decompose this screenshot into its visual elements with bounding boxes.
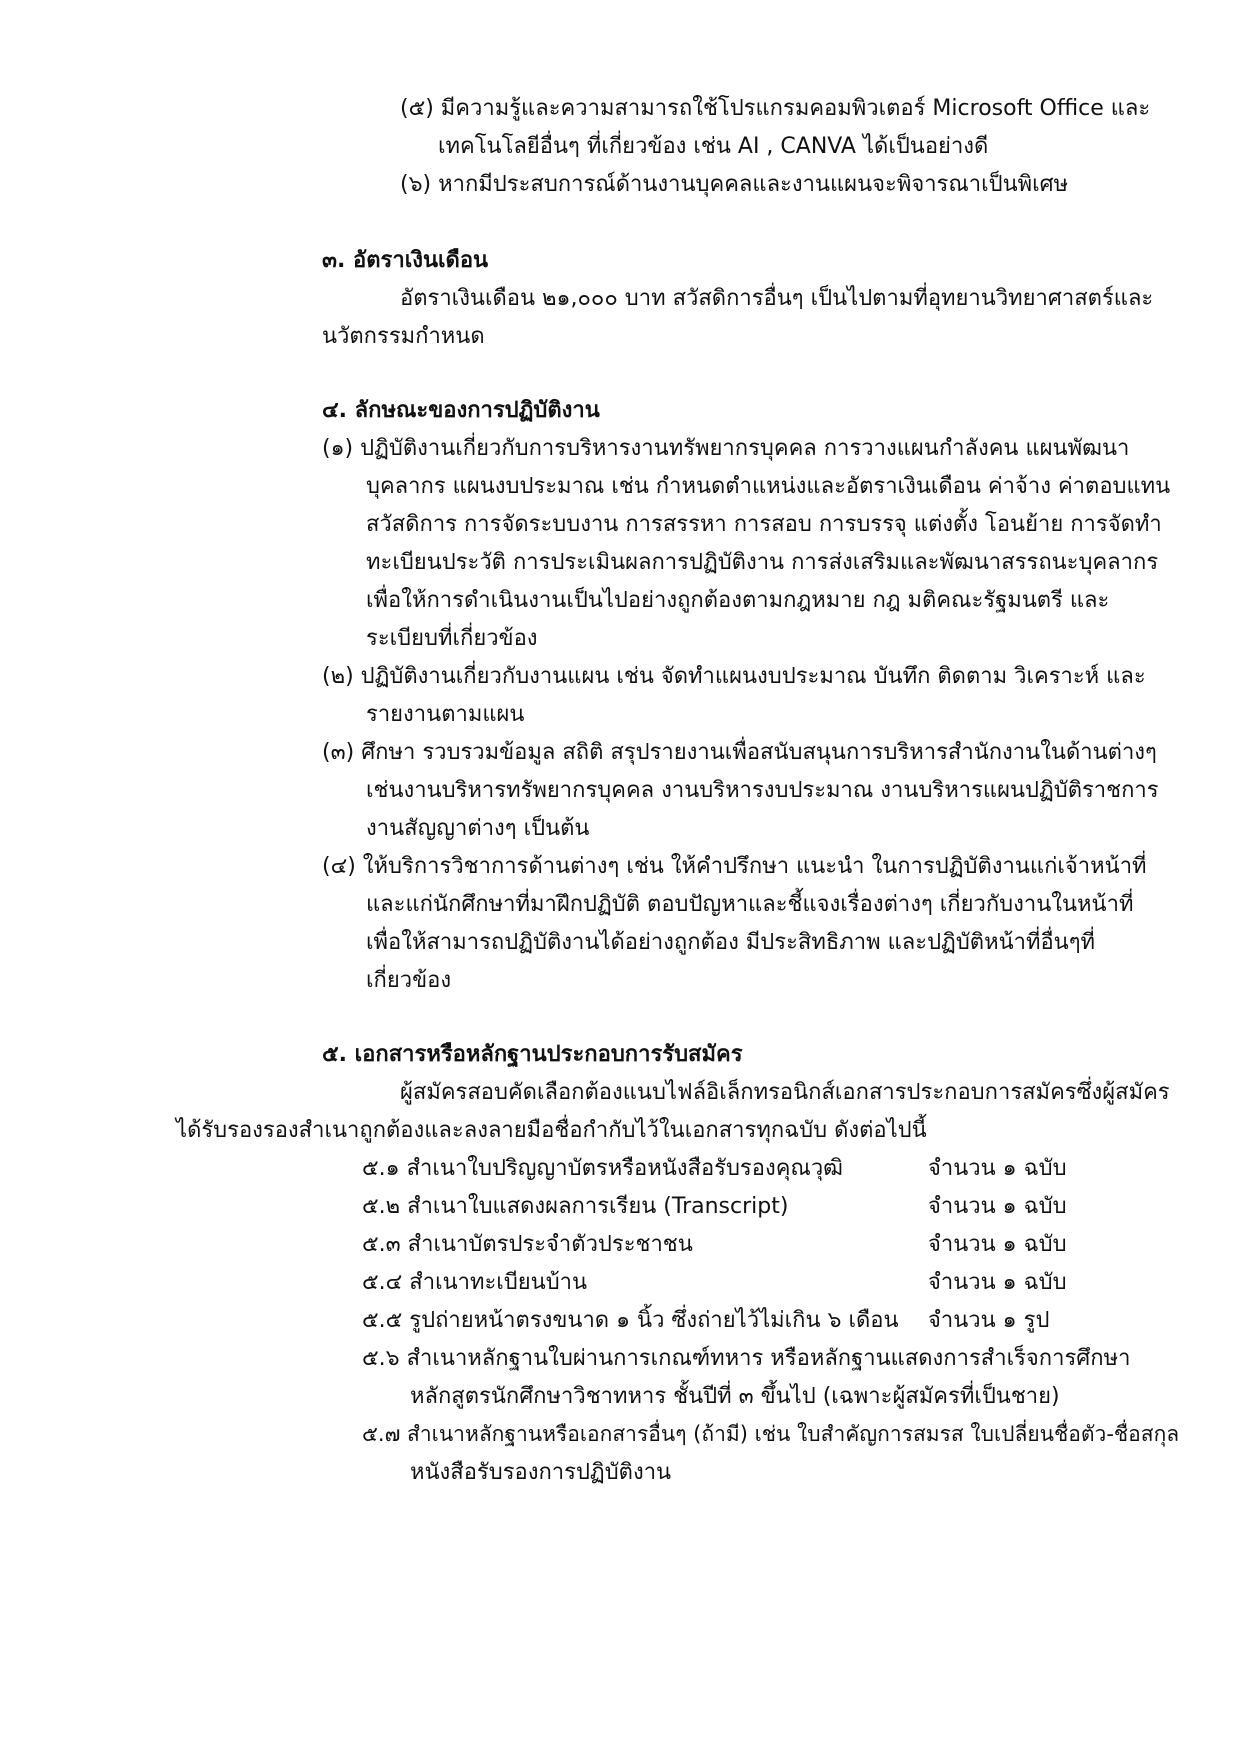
document-item-6-line-1: ๕.๖ สำเนาหลักฐานใบผ่านการเกณฑ์ทหาร หรือหลักฐานแสดงการสำเร็จการศึกษา [362, 1346, 1131, 1371]
section-3-heading: ๓. อัตราเงินเดือน [322, 248, 489, 273]
document-item-qty: จำนวน ๑ ฉบับ [928, 1270, 1067, 1295]
duty-line: งานสัญญาต่างๆ เป็นต้น [366, 816, 590, 841]
duty-line: (๔) ให้บริการวิชาการด้านต่างๆ เช่น ให้คำปรึกษา แนะนำ ในการปฏิบัติงานแก่เจ้าหน้าที่ [322, 854, 1147, 879]
documents-intro-line-2: ได้รับรองรองสำเนาถูกต้องและลงลายมือชื่อกำกับไว้ในเอกสารทุกฉบับ ดังต่อไปนี้ [176, 1118, 927, 1143]
qualification-item-6: (๖) หากมีประสบการณ์ด้านงานบุคคลและงานแผนจะพิจารณาเป็นพิเศษ [400, 172, 1069, 197]
duty-line: (๒) ปฏิบัติงานเกี่ยวกับงานแผน เช่น จัดทำแผนงบประมาณ บันทึก ติดตาม วิเคราะห์ และ [322, 664, 1146, 689]
duty-line: เพื่อให้การดำเนินงานเป็นไปอย่างถูกต้องตามกฎหมาย กฎ มติคณะรัฐมนตรี และ [366, 588, 1110, 613]
document-item-qty: จำนวน ๑ ฉบับ [928, 1156, 1067, 1181]
document-item-6-line-2: หลักสูตรนักศึกษาวิชาทหาร ชั้นปีที่ ๓ ขึ้นไป (เฉพาะผู้สมัครที่เป็นชาย) [410, 1384, 1060, 1409]
duty-line: เกี่ยวข้อง [366, 968, 452, 993]
document-item-qty: จำนวน ๑ ฉบับ [928, 1232, 1067, 1257]
documents-intro-line-1: ผู้สมัครสอบคัดเลือกต้องแนบไฟล์อิเล็กทรอนิกส์เอกสารประกอบการสมัครซึ่งผู้สมัคร [400, 1080, 1170, 1105]
salary-line-2: นวัตกรรมกำหนด [322, 324, 485, 349]
duty-line: (๓) ศึกษา รวบรวมข้อมูล สถิติ สรุปรายงานเพื่อสนับสนุนการบริหารสำนักงานในด้านต่างๆ [322, 740, 1157, 765]
section-5-heading: ๕. เอกสารหรือหลักฐานประกอบการรับสมัคร [322, 1042, 743, 1067]
document-item-label: ๕.๕ รูปถ่ายหน้าตรงขนาด ๑ นิ้ว ซึ่งถ่ายไว้ไม่เกิน ๖ เดือน [362, 1308, 899, 1333]
document-item-label: ๕.๑ สำเนาใบปริญญาบัตรหรือหนังสือรับรองคุณวุฒิ [362, 1156, 844, 1181]
duty-line: เช่นงานบริหารทรัพยากรบุคคล งานบริหารงบประมาณ งานบริหารแผนปฏิบัติราชการ [366, 778, 1159, 803]
section-4-heading: ๔. ลักษณะของการปฏิบัติงาน [322, 398, 600, 423]
duty-line: เพื่อให้สามารถปฏิบัติงานได้อย่างถูกต้อง มีประสิทธิภาพ และปฏิบัติหน้าที่อื่นๆที่ [366, 930, 1096, 955]
document-item-7-line-2: หนังสือรับรองการปฏิบัติงาน [410, 1460, 672, 1485]
document-item-qty: จำนวน ๑ รูป [928, 1308, 1050, 1333]
document-item-label: ๕.๒ สำเนาใบแสดงผลการเรียน (Transcript) [362, 1194, 789, 1219]
document-item-7-line-1: ๕.๗ สำเนาหลักฐานหรือเอกสารอื่นๆ (ถ้ามี) เช่น ใบสำคัญการสมรส ใบเปลี่ยนชื่อตัว-ชื่อสกุล [362, 1422, 1180, 1446]
duty-line: ระเบียบที่เกี่ยวข้อง [366, 626, 538, 651]
duty-line: บุคลากร แผนงบประมาณ เช่น กำหนดตำแหน่งและอัตราเงินเดือน ค่าจ้าง ค่าตอบแทน [366, 474, 1171, 499]
qualification-item-5-line-2: เทคโนโลยีอื่นๆ ที่เกี่ยวข้อง เช่น AI , CANVA ได้เป็นอย่างดี [438, 134, 989, 159]
duty-line: สวัสดิการ การจัดระบบงาน การสรรหา การสอบ การบรรจุ แต่งตั้ง โอนย้าย การจัดทำ [366, 512, 1162, 537]
duty-line: ทะเบียนประวัติ การประเมินผลการปฏิบัติงาน การส่งเสริมและพัฒนาสรรถนะบุคลากร [366, 550, 1159, 575]
salary-line-1: อัตราเงินเดือน ๒๑,๐๐๐ บาท สวัสดิการอื่นๆ เป็นไปตามที่อุทยานวิทยาศาสตร์และ [400, 286, 1154, 311]
document-item-qty: จำนวน ๑ ฉบับ [928, 1194, 1067, 1219]
duty-line: รายงานตามแผน [366, 702, 525, 727]
duty-line: และแก่นักศึกษาที่มาฝึกปฏิบัติ ตอบปัญหาและชี้แจงเรื่องต่างๆ เกี่ยวกับงานในหน้าที่ [366, 892, 1134, 917]
qualification-item-5-line-1: (๕) มีความรู้และความสามารถใช้โปรแกรมคอมพิวเตอร์ Microsoft Office และ [400, 96, 1151, 121]
duty-line: (๑) ปฏิบัติงานเกี่ยวกับการบริหารงานทรัพยากรบุคคล การวางแผนกำลังคน แผนพัฒนา [322, 436, 1130, 461]
document-item-label: ๕.๓ สำเนาบัตรประจำตัวประชาชน [362, 1232, 693, 1257]
document-item-label: ๕.๔ สำเนาทะเบียนบ้าน [362, 1270, 588, 1295]
